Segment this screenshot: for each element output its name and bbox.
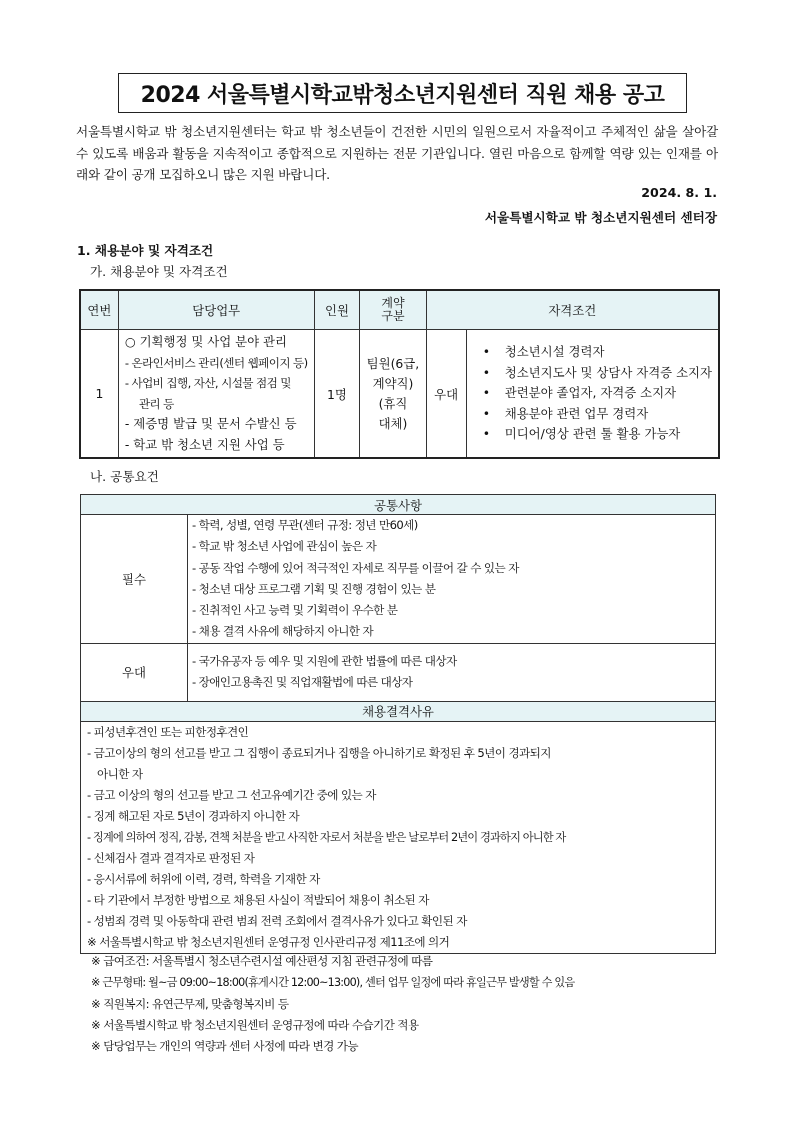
disqual-row bbox=[81, 721, 716, 953]
qualification-item: • 채용분야 관련 업무 경력자 bbox=[473, 404, 712, 425]
qualification-item: • 관련분야 졸업자, 자격증 소지자 bbox=[473, 383, 712, 404]
duty-item: - 온라인서비스 관리(센터 웹페이지 등) bbox=[124, 355, 308, 370]
common-requirements-table bbox=[80, 494, 716, 954]
required-item: - 학력, 성별, 연령 무관(센터 규정: 정년 만60세) bbox=[192, 518, 418, 532]
required-item: - 공동 작업 수행에 있어 적극적인 자세로 직무를 이끌어 갈 수 있는 자 bbox=[192, 560, 519, 575]
note-item: ※ 서울특별시학교 밖 청소년지원센터 운영규정에 따라 수습기간 적용 bbox=[91, 1017, 419, 1032]
disqual-header-row bbox=[81, 701, 716, 721]
disqual-list-cell bbox=[81, 721, 716, 953]
disqual-legal-basis: ※ 서울특별시학교 밖 청소년지원센터 운영규정 인사관리규정 제11조에 의거 bbox=[87, 934, 450, 949]
duty-item: - 사업비 집행, 자산, 시설물 점검 및 bbox=[124, 376, 291, 390]
contract-line: 계약직) bbox=[372, 375, 414, 391]
page-title: 2024 서울특별시학교밖청소년지원센터 직원 채용 공고 bbox=[118, 73, 687, 113]
contract-line: 대체) bbox=[378, 415, 408, 431]
disqual-item: - 신체검사 결과 결격자로 판정된 자 bbox=[87, 850, 255, 865]
notes-list bbox=[91, 951, 574, 1057]
note-item: ※ 담당업무는 개인의 역량과 센터 사정에 따라 변경 가능 bbox=[91, 1039, 358, 1054]
preferred-row bbox=[81, 643, 716, 701]
contract-header-text: 계약 구분 bbox=[381, 296, 405, 323]
preferred-item: - 국가유공자 등 예우 및 지원에 관한 법률에 따른 대상자 bbox=[192, 653, 457, 668]
signature: 서울특별시학교 밖 청소년지원센터 센터장 bbox=[484, 210, 717, 225]
note-item: ※ 직원복지: 유연근무제, 맞춤형복지비 등 bbox=[91, 996, 289, 1011]
required-item: - 학교 밖 청소년 사업에 관심이 높은 자 bbox=[192, 539, 377, 554]
disqual-item: - 징계에 의하여 정직, 감봉, 견책 처분을 받고 사직한 자로서 처분을 받은 날로부터 2년이 경과하지 아니한 자 bbox=[87, 830, 566, 844]
required-item: - 진취적인 사고 능력 및 기획력이 우수한 분 bbox=[192, 603, 398, 618]
notice-date: 2024. 8. 1. bbox=[641, 185, 717, 200]
required-item: - 채용 결격 사유에 해당하지 아니한 자 bbox=[192, 624, 374, 639]
duty-item: - 제증명 발급 및 문서 수발신 등 bbox=[124, 416, 297, 431]
duty-item: - 학교 밖 청소년 지원 사업 등 bbox=[124, 436, 285, 452]
common-header: 공통사항 bbox=[81, 495, 716, 515]
row-contract bbox=[360, 330, 426, 459]
duty-item: 관리 등 bbox=[138, 396, 174, 411]
disqual-item: - 응시서류에 허위에 이력, 경력, 학력을 기재한 자 bbox=[87, 871, 320, 886]
required-label: 필수 bbox=[81, 515, 188, 644]
qualification-item: • 청소년지도사 및 상담사 자격증 소지자 bbox=[473, 363, 712, 384]
contract-line: (휴직 bbox=[378, 395, 408, 411]
disqual-item: - 금고이상의 형의 선고를 받고 그 집행이 종료되거나 집행을 아니하기로 확정된 후 5년이 경과되지 bbox=[87, 745, 551, 760]
col-header-no: 연번 bbox=[80, 290, 118, 330]
col-header-qualifications: 자격조건 bbox=[426, 290, 719, 330]
section-heading: 1. 채용분야 및 자격조건 bbox=[77, 243, 214, 258]
required-list-cell bbox=[188, 515, 716, 644]
col-header-contract bbox=[360, 290, 426, 330]
intro-paragraph: 서울특별시학교 밖 청소년지원센터는 학교 밖 청소년들이 건전한 시민의 일원으로서 자율적이고 주체적인 삶을 살아갈 수 있도록 배움과 활동을 지속적이고 종합적으로 지원하는 전문 기관입니다. 열린 마음으로 함께할 역량 있는 인재를 아래와 같이 공개 모집하오니 많은 지원 바랍니다. bbox=[76, 124, 718, 182]
col-header-headcount: 인원 bbox=[314, 290, 360, 330]
table-header-row bbox=[80, 290, 719, 330]
qualification-item: • 청소년시설 경력자 bbox=[473, 342, 712, 363]
preferred-list-cell bbox=[188, 643, 716, 701]
position-table bbox=[79, 289, 720, 459]
row-qualifications bbox=[466, 330, 719, 459]
row-pref-label: 우대 bbox=[426, 330, 466, 459]
disqual-item: - 성범죄 경력 및 아동학대 관련 범죄 전력 조회에서 결격사유가 있다고 확인된 자 bbox=[87, 913, 467, 928]
subsection-heading-a: 가. 채용분야 및 자격조건 bbox=[90, 264, 228, 279]
preferred-item: - 장애인고용촉진 및 직업재활법에 따른 대상자 bbox=[192, 675, 413, 690]
row-no: 1 bbox=[80, 330, 118, 459]
subsection-heading-b: 나. 공통요건 bbox=[90, 469, 159, 484]
required-item: - 청소년 대상 프로그램 기획 및 진행 경험이 있는 분 bbox=[192, 581, 436, 596]
col-header-duties: 담당업무 bbox=[118, 290, 314, 330]
disqual-item: 아니한 자 bbox=[97, 766, 143, 781]
disqual-header: 채용결격사유 bbox=[81, 701, 716, 721]
disqual-item: - 타 기관에서 부정한 방법으로 채용된 사실이 적발되어 채용이 취소된 자 bbox=[87, 892, 429, 907]
note-item: ※ 급여조건: 서울특별시 청소년수련시설 예산편성 지침 관련규정에 따름 bbox=[91, 954, 433, 968]
row-duties bbox=[118, 330, 314, 459]
contract-line: 팀원(6급, bbox=[366, 355, 420, 371]
row-headcount: 1명 bbox=[314, 330, 360, 459]
preferred-label: 우대 bbox=[81, 643, 188, 701]
common-header-row bbox=[81, 495, 716, 515]
disqual-item: - 징계 해고된 자로 5년이 경과하지 아니한 자 bbox=[87, 808, 300, 823]
required-row bbox=[81, 515, 716, 644]
disqual-item: - 피성년후견인 또는 피한정후견인 bbox=[87, 724, 249, 739]
duty-item: ○ 기획행정 및 사업 분야 관리 bbox=[124, 334, 287, 349]
note-item: ※ 근무형태: 월~금 09:00~18:00(휴게시간 12:00~13:00), 센터 업무 일정에 따라 휴일근무 발생할 수 있음 bbox=[91, 976, 575, 990]
disqual-item: - 금고 이상의 형의 선고를 받고 그 선고유예기간 중에 있는 자 bbox=[87, 787, 376, 802]
table-row bbox=[80, 330, 719, 459]
qualification-item: • 미디어/영상 관련 툴 활용 가능자 bbox=[473, 424, 712, 445]
